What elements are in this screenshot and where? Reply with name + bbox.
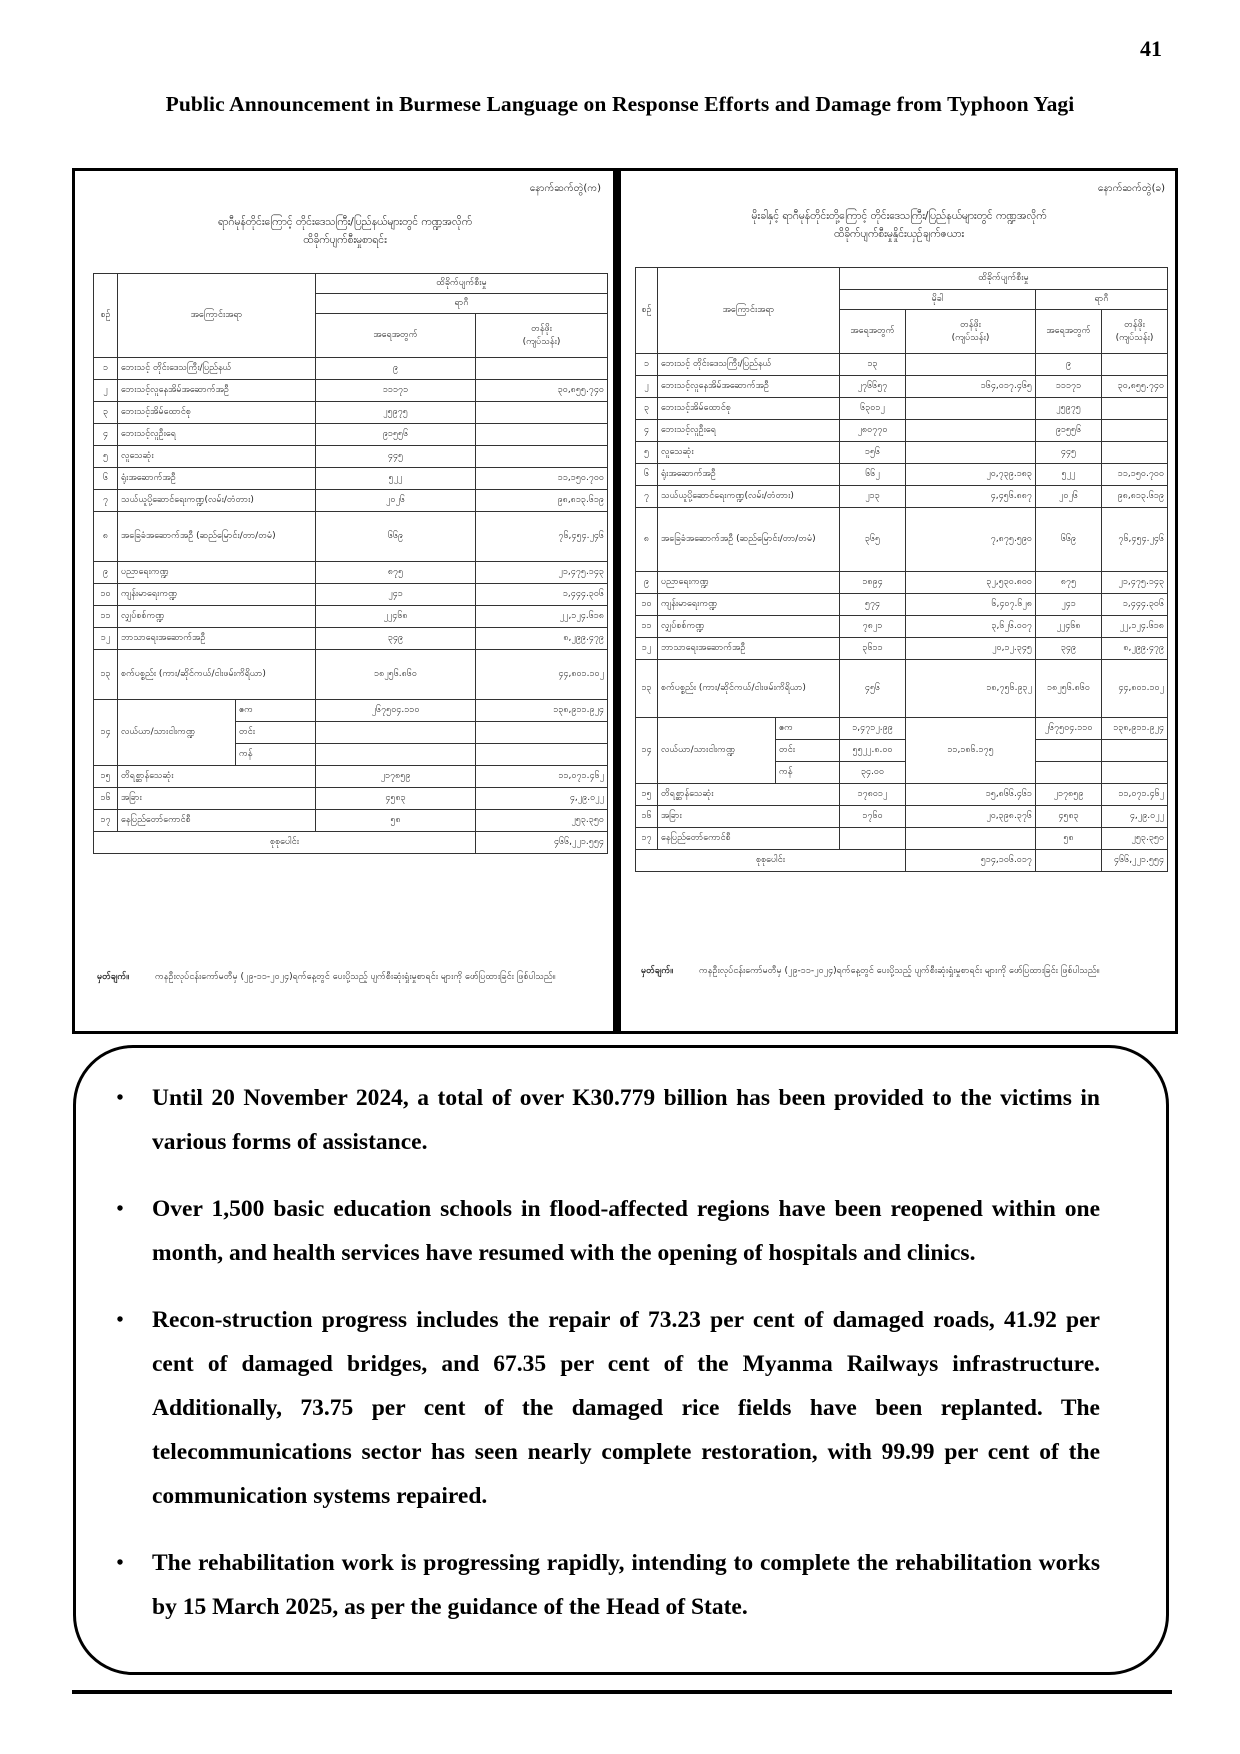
bullet-text: Recon-struction progress includes the repair of 73.23 per cent of damaged roads, 41.92 per cent of damaged bridges, and 67.35 per cent of the Myanma Railways infrastructure. Additionally, 73.75 per cent of the damaged rice fields have been replanted. The telecommunications sector has seen nearly complete restoration, with 99.99 per cent of the communication systems repaired. <box>152 1307 1100 1509</box>
bullet-icon: • <box>116 1309 124 1331</box>
cell-count: ၉ <box>316 358 476 380</box>
cell-yagi-count: ၄၅၈၃ <box>1036 806 1102 828</box>
table-row <box>94 650 608 700</box>
cell-yagi-count: ၂၀၂၆ <box>1036 486 1102 508</box>
cell-item: ကျန်းမာရေးကဏ္ဍ <box>658 594 840 616</box>
total-yagi-count <box>1036 850 1102 872</box>
cell-sr: ၉ <box>94 562 118 584</box>
bullet-icon: • <box>116 1198 124 1220</box>
cell-sr: ၁၅ <box>94 766 118 788</box>
cell-item: လယ်ယာ/သားငါးကဏ္ဍ <box>118 700 236 766</box>
cell-mocha-value: ၆,၄၀၇.၆၂၈ <box>906 594 1036 616</box>
cell-yagi-count: ၁၁၁၇၁ <box>1036 376 1102 398</box>
bullet-text: Over 1,500 basic education schools in flood-affected regions have been reopened within one month, and health services have resumed with the opening of hospitals and clinics. <box>152 1196 1100 1266</box>
header-value-label: တန်ဖိုး <box>531 323 552 334</box>
cell-value: ၃၀,၈၅၅.၇၄၀ <box>476 380 608 402</box>
cell-value <box>476 358 608 380</box>
page-number: 41 <box>1140 36 1162 61</box>
cell-mocha-count: ၁၃ <box>840 354 906 376</box>
cell-yagi-value: ၂၅၃.၃၅၀ <box>1102 828 1168 850</box>
cell-item: ဘေးသင့်အိမ်ထောင်စု <box>118 402 316 424</box>
cell-sr: ၅ <box>94 446 118 468</box>
header-value <box>476 314 608 358</box>
cell-sr: ၇ <box>94 490 118 512</box>
cell-value <box>476 722 608 744</box>
cell-count: ၂၁၇၈၅၉ <box>316 766 476 788</box>
cell-sr: ၁၁ <box>94 606 118 628</box>
footnote-label: မှတ်ချက်။ <box>97 972 129 982</box>
annex-scan-frame <box>72 168 1178 1034</box>
cell-yagi-value <box>1102 420 1168 442</box>
table-row <box>636 442 1168 464</box>
cell-sr: ၁၂ <box>94 628 118 650</box>
table-row <box>94 490 608 512</box>
cell-yagi-count: ၄၄၅ <box>1036 442 1102 464</box>
total-mocha-value: ၅၁၄,၁၀၆.၀၁၇ <box>906 850 1036 872</box>
cell-value: ၁၁,၀၇၁.၄၆၂ <box>476 766 608 788</box>
table-row <box>636 718 1168 740</box>
cell-yagi-value: ၄၄,၈၀၁.၁၀၂ <box>1102 660 1168 718</box>
cell-mocha-value <box>906 828 1036 850</box>
table-row <box>94 562 608 584</box>
header-damage: ထိခိုက်ပျက်စီးမှု <box>840 268 1168 290</box>
cell-item: ဘေးသင့်လူဦးရေ <box>658 420 840 442</box>
cell-count: ၅၂၂ <box>316 468 476 490</box>
cell-mocha-value: ၂၀,၁၂.၃၄၅ <box>906 638 1036 660</box>
cell-yagi-count: ၉၁၅၅၆ <box>1036 420 1102 442</box>
cell-yagi-count: ၈၇၅ <box>1036 572 1102 594</box>
cell-mocha-value: ၇,၈၇၅.၅၉၀ <box>906 508 1036 572</box>
table-row <box>636 420 1168 442</box>
cell-sr: ၄ <box>636 420 658 442</box>
cell-item: ဘေးသင့် တိုင်းဒေသကြီး/ပြည်နယ် <box>118 358 316 380</box>
cell-sr: ၁၁ <box>636 616 658 638</box>
cell-unit: တင်း <box>236 722 316 744</box>
cell-yagi-count: ၂၂၄၆၈ <box>1036 616 1102 638</box>
cell-count: ၄၄၅ <box>316 446 476 468</box>
table-row <box>94 700 608 722</box>
cell-sr: ၁ <box>636 354 658 376</box>
cell-sr: ၁၇ <box>636 828 658 850</box>
cell-sr: ၂ <box>636 376 658 398</box>
table-row <box>94 424 608 446</box>
footnote-text: ကနဦးလုပ်ငန်းကော်မတီမှ (၂၉-၁၁-၂၀၂၄)ရက်နေ့တွင် ပေးပို့သည့် ပျက်စီးဆုံးရှုံးမှုစာရင်း များကို ဖော်ပြထားခြင်း ဖြစ်ပါသည်။ <box>155 972 556 982</box>
cell-count: ၂၆၇၅၀၄.၁၁၀ <box>316 700 476 722</box>
annex-divider <box>613 171 621 1031</box>
cell-value: ၂၅၃.၃၅၀ <box>476 810 608 832</box>
table-row <box>94 380 608 402</box>
cell-yagi-value: ၈,၂၉၉.၄၇၉ <box>1102 638 1168 660</box>
header-sr: စဉ် <box>94 274 118 358</box>
cell-item: တိရစ္ဆာန်သေဆုံး <box>118 766 316 788</box>
bullet-text: The rehabilitation work is progressing rapidly, intending to complete the rehabilitation works by 15 March 2025, as per the guidance of the Head of State. <box>152 1550 1100 1620</box>
cell-mocha-count: ၃၄.၀၀ <box>840 762 906 784</box>
total-label: စုစုပေါင်း <box>94 832 476 854</box>
cell-yagi-count: ၁၈၂၅၆.၈၆၀ <box>1036 660 1102 718</box>
cell-item: ကျန်းမာရေးကဏ္ဍ <box>118 584 316 606</box>
cell-count: ၆၆၉ <box>316 512 476 562</box>
cell-value: ၁၁,၁၅၀.၇၀၀ <box>476 468 608 490</box>
cell-yagi-count: ၉ <box>1036 354 1102 376</box>
cell-value: ၂၂,၁၂၄.၆၁၈ <box>476 606 608 628</box>
cell-item: နေပြည်တော်ကောင်စီ <box>118 810 316 832</box>
cell-mocha-value: ၂၀,၇၃၉.၁၈၃ <box>906 464 1036 486</box>
cell-sr: ၁၃ <box>636 660 658 718</box>
header-item: အကြောင်းအရာ <box>118 274 316 358</box>
cell-value: ၁၃၈,၉၁၁.၉၂၄ <box>476 700 608 722</box>
cell-sr: ၆ <box>94 468 118 490</box>
cell-item: လယ်ယာ/သားငါးကဏ္ဍ <box>658 718 776 784</box>
table-row <box>94 402 608 424</box>
table-row <box>94 512 608 562</box>
cell-mocha-count: ၅၅၂၂.၈.၀၀ <box>840 740 906 762</box>
table-row <box>94 810 608 832</box>
header-value-unit: (ကျပ်သန်း) <box>951 332 990 343</box>
cell-yagi-value: ၁၁,၁၅၀.၇၀၀ <box>1102 464 1168 486</box>
cell-sr: ၁၂ <box>636 638 658 660</box>
cell-count: ၂၅၉၇၅ <box>316 402 476 424</box>
cell-value: ၁,၄၄၄.၃၀၆ <box>476 584 608 606</box>
annex-b-title-line-1: မိုးခါနှင့် ရာဂီမုန်တိုင်းတို့ကြောင့် တိုင်းဒေသကြီး/ပြည်နယ်များတွင် ကဏ္ဍအလိုက် <box>751 210 1047 222</box>
table-row <box>636 508 1168 572</box>
cell-yagi-value <box>1102 442 1168 464</box>
cell-yagi-count: ၂၆၇၅၀၄.၁၁၀ <box>1036 718 1102 740</box>
cell-yagi-count: ၅၈ <box>1036 828 1102 850</box>
cell-item: ဘာသာရေးအဆောက်အဦ <box>658 638 840 660</box>
header-value-unit: (ကျပ်သန်း) <box>1115 332 1154 343</box>
cell-yagi-count <box>1036 740 1102 762</box>
table-row <box>636 594 1168 616</box>
cell-value: ၄,၂၉.၀၂၂ <box>476 788 608 810</box>
cell-item: ရုံးအဆောက်အဦ <box>658 464 840 486</box>
cell-value <box>476 744 608 766</box>
cell-item: ဘေးသင့်အိမ်ထောင်စု <box>658 398 840 420</box>
cell-value <box>476 402 608 424</box>
cell-mocha-value <box>906 398 1036 420</box>
cell-mocha-value: ၄,၄၅၆.၈၈၇ <box>906 486 1036 508</box>
cell-sr: ၂ <box>94 380 118 402</box>
table-row <box>636 464 1168 486</box>
header-storm-mocha: မိုခါ <box>840 290 1036 310</box>
cell-item: လျှပ်စစ်ကဏ္ဍ <box>118 606 316 628</box>
footnote-label: မှတ်ချက်။ <box>641 966 673 976</box>
cell-mocha-count: ၁၅၆ <box>840 442 906 464</box>
bottom-rule <box>72 1690 1172 1694</box>
cell-sr: ၁၃ <box>94 650 118 700</box>
header-storm-yagi: ရာဂီ <box>1036 290 1168 310</box>
cell-item: ပညာရေးကဏ္ဍ <box>118 562 316 584</box>
table-row <box>94 446 608 468</box>
cell-count: ၁၁၁၇၁ <box>316 380 476 402</box>
cell-mocha-count: ၂၁၃ <box>840 486 906 508</box>
cell-yagi-value: ၉၈,၈၁၃.၆၁၉ <box>1102 486 1168 508</box>
table-row <box>636 616 1168 638</box>
cell-mocha-value: ၁၈,၇၅၆.၉၃၂ <box>906 660 1036 718</box>
header-count: အရေအတွက် <box>316 314 476 358</box>
cell-item: ဘာသာရေးအဆောက်အဦ <box>118 628 316 650</box>
cell-item: ဘေးသင့်လူဦးရေ <box>118 424 316 446</box>
cell-yagi-value: ၃၀,၈၅၅.၇၄၀ <box>1102 376 1168 398</box>
cell-item: နေပြည်တော်ကောင်စီ <box>658 828 840 850</box>
cell-value: ၉၈,၈၁၃.၆၁၉ <box>476 490 608 512</box>
cell-unit: ကန် <box>776 762 840 784</box>
annex-b-footnote <box>641 963 1165 979</box>
cell-sr: ၁၆ <box>94 788 118 810</box>
cell-yagi-value <box>1102 762 1168 784</box>
cell-value <box>476 424 608 446</box>
cell-item: လူသေဆုံး <box>118 446 316 468</box>
cell-unit: ကန် <box>236 744 316 766</box>
cell-mocha-value: ၁၅,၈၆၆.၄၆၁ <box>906 784 1036 806</box>
cell-item: ပညာရေးကဏ္ဍ <box>658 572 840 594</box>
cell-unit: တင်း <box>776 740 840 762</box>
total-row <box>94 832 608 854</box>
cell-mocha-value: ၃၂,၅၃၀.၈၀၀ <box>906 572 1036 594</box>
header-value-label: တန်ဖိုး <box>1124 319 1145 330</box>
cell-value: ၈,၂၉၉.၄၇၉ <box>476 628 608 650</box>
header-mocha-value <box>906 310 1036 354</box>
annex-b-body <box>636 354 1168 872</box>
cell-sr: ၁၇ <box>94 810 118 832</box>
cell-value: ၂၁,၄၇၅.၁၄၃ <box>476 562 608 584</box>
cell-item: အခြား <box>118 788 316 810</box>
cell-sr: ၈ <box>94 512 118 562</box>
cell-item: စက်ပစ္စည်း (ကား/ဆိုင်ကယ်/ငါးဖမ်းကိရိယာ) <box>658 660 840 718</box>
cell-yagi-count: ၃၄၉ <box>1036 638 1102 660</box>
table-row <box>94 628 608 650</box>
cell-unit: ဧက <box>776 718 840 740</box>
cell-mocha-value: ၁၆၄,၀၁၇.၄၆၅ <box>906 376 1036 398</box>
cell-item: ဘေးသင့်လူနေအိမ်အဆောက်အဦ <box>658 376 840 398</box>
header-mocha-count: အရေအတွက် <box>840 310 906 354</box>
cell-sr: ၁၄ <box>94 700 118 766</box>
list-item <box>110 1541 1100 1629</box>
bullet-icon: • <box>116 1552 124 1574</box>
total-label: စုစုပေါင်း <box>636 850 906 872</box>
annex-a-title-line-1: ရာဂီမုန်တိုင်းကြောင့် တိုင်းဒေသကြီး/ပြည်နယ်များတွင် ကဏ္ဍအလိုက် <box>218 216 472 228</box>
footnote-text: ကနဦးလုပ်ငန်းကော်မတီမှ (၂၉-၁၁-၂၀၂၄)ရက်နေ့တွင် ပေးပို့သည့် ပျက်စီးဆုံးရှုံးမှုစာရင်း များကို ဖော်ပြထားခြင်း ဖြစ်ပါသည်။ <box>699 966 1100 976</box>
table-row <box>636 486 1168 508</box>
cell-sr: ၃ <box>94 402 118 424</box>
table-row <box>636 638 1168 660</box>
header-value-unit: (ကျပ်သန်း) <box>522 336 561 347</box>
table-row <box>636 572 1168 594</box>
total-value: ၄၆၆,၂၂၁.၅၅၄ <box>476 832 608 854</box>
cell-item: လျှပ်စစ်ကဏ္ဍ <box>658 616 840 638</box>
cell-mocha-count: ၃၆၁၁ <box>840 638 906 660</box>
cell-count: ၂၂၄၆၈ <box>316 606 476 628</box>
cell-mocha-value: ၃,၆၂၆.၀၀၇ <box>906 616 1036 638</box>
annex-a-body <box>94 358 608 854</box>
cell-count: ၅၈ <box>316 810 476 832</box>
cell-count: ၂၄၁ <box>316 584 476 606</box>
header-yagi-value <box>1102 310 1168 354</box>
cell-sr: ၉ <box>636 572 658 594</box>
cell-value: ၇၆,၄၅၄.၂၄၆ <box>476 512 608 562</box>
cell-mocha-count: ၁၈၉၄ <box>840 572 906 594</box>
cell-count: ၄၅၈၃ <box>316 788 476 810</box>
summary-bullet-list <box>110 1076 1100 1652</box>
header-value-label: တန်ဖိုး <box>960 319 981 330</box>
cell-mocha-count: ၁,၄၇၁၂.၉၉ <box>840 718 906 740</box>
cell-yagi-value <box>1102 398 1168 420</box>
cell-count: ၃၄၉ <box>316 628 476 650</box>
cell-sr: ၆ <box>636 464 658 486</box>
cell-mocha-count: ၂၈၀၇၇၀ <box>840 420 906 442</box>
cell-mocha-value <box>906 420 1036 442</box>
cell-item: အခြေခံအဆောက်အဦ (ဆည်မြောင်း/တာ/တမံ) <box>658 508 840 572</box>
table-row <box>636 398 1168 420</box>
cell-sr: ၁၅ <box>636 784 658 806</box>
cell-count: ၉၁၅၅၆ <box>316 424 476 446</box>
cell-mocha-count: ၆၃၀၁၂ <box>840 398 906 420</box>
page-title: Public Announcement in Burmese Language on Response Efforts and Damage from Typhoon Yagi <box>165 92 1075 116</box>
header-storm-yagi: ရာဂီ <box>316 294 608 314</box>
cell-yagi-value: ၁,၄၄၄.၃၀၆ <box>1102 594 1168 616</box>
cell-count <box>316 722 476 744</box>
cell-yagi-count: ၂၁၇၈၅၉ <box>1036 784 1102 806</box>
cell-sr: ၈ <box>636 508 658 572</box>
bullet-icon: • <box>116 1087 124 1109</box>
annex-b-label: နောက်ဆက်တွဲ(ခ) <box>1097 183 1165 194</box>
cell-mocha-count: ၆၆၂ <box>840 464 906 486</box>
table-row <box>636 806 1168 828</box>
cell-mocha-count: ၇၈၂၁ <box>840 616 906 638</box>
cell-mocha-value <box>906 354 1036 376</box>
cell-sr: ၃ <box>636 398 658 420</box>
cell-item: အခြား <box>658 806 840 828</box>
summary-box <box>73 1045 1169 1675</box>
cell-item: တိရစ္ဆာန်သေဆုံး <box>658 784 840 806</box>
table-row <box>636 660 1168 718</box>
cell-count: ၁၈၂၅၆.၈၆၀ <box>316 650 476 700</box>
cell-yagi-count: ၅၂၂ <box>1036 464 1102 486</box>
cell-mocha-value: ၁၁,၁၈၆.၁၇၅ <box>906 718 1036 784</box>
table-row <box>636 354 1168 376</box>
cell-sr: ၁၀ <box>636 594 658 616</box>
cell-item: ရုံးအဆောက်အဦ <box>118 468 316 490</box>
cell-mocha-count: ၁၇၆၀ <box>840 806 906 828</box>
cell-item: အခြေခံအဆောက်အဦ (ဆည်မြောင်း/တာ/တမံ) <box>118 512 316 562</box>
table-row <box>636 376 1168 398</box>
annex-a-footnote <box>97 969 601 985</box>
cell-item: သယ်ယူပို့ဆောင်ရေးကဏ္ဍ(လမ်း/တံတား) <box>118 490 316 512</box>
list-item <box>110 1187 1100 1275</box>
cell-sr: ၁၀ <box>94 584 118 606</box>
bullet-text: Until 20 November 2024, a total of over K30.779 billion has been provided to the victims in various forms of assistance. <box>152 1085 1100 1155</box>
cell-item: ဘေးသင့်လူနေအိမ်အဆောက်အဦ <box>118 380 316 402</box>
cell-yagi-value: ၄,၂၉.၀၂၂ <box>1102 806 1168 828</box>
cell-count: ၂၀၂၆ <box>316 490 476 512</box>
table-row <box>94 468 608 490</box>
annex-a-table <box>93 273 608 854</box>
cell-item: စက်ပစ္စည်း (ကား/ဆိုင်ကယ်/ငါးဖမ်းကိရိယာ) <box>118 650 316 700</box>
total-yagi-value: ၄၆၆,၂၂၁.၅၅၄ <box>1102 850 1168 872</box>
annex-a-label: နောက်ဆက်တွဲ(က) <box>529 183 601 194</box>
cell-item: လူသေဆုံး <box>658 442 840 464</box>
cell-mocha-value: ၂၀,၃၉၈.၃၇၆ <box>906 806 1036 828</box>
table-row <box>94 766 608 788</box>
cell-mocha-count: ၁၇၈၀၁၂ <box>840 784 906 806</box>
cell-yagi-value: ၁၁,၀၇၁.၄၆၂ <box>1102 784 1168 806</box>
cell-yagi-value: ၁၃၈,၉၁၁.၉၂၄ <box>1102 718 1168 740</box>
cell-yagi-value <box>1102 354 1168 376</box>
cell-yagi-value: ၇၆,၄၅၄.၂၄၆ <box>1102 508 1168 572</box>
cell-mocha-count: ၂၇၆၆၅၇ <box>840 376 906 398</box>
cell-yagi-count: ၂၄၁ <box>1036 594 1102 616</box>
table-row <box>94 788 608 810</box>
total-row <box>636 850 1168 872</box>
table-row <box>94 584 608 606</box>
header-damage: ထိခိုက်ပျက်စီးမှု <box>316 274 608 294</box>
cell-sr: ၁၄ <box>636 718 658 784</box>
cell-sr: ၁ <box>94 358 118 380</box>
table-row <box>94 606 608 628</box>
list-item <box>110 1298 1100 1518</box>
cell-mocha-count <box>840 828 906 850</box>
cell-mocha-count: ၄၅၆ <box>840 660 906 718</box>
list-item <box>110 1076 1100 1164</box>
cell-yagi-value: ၂၁,၄၇၅.၁၄၃ <box>1102 572 1168 594</box>
cell-sr: ၁၆ <box>636 806 658 828</box>
header-sr: စဉ် <box>636 268 658 354</box>
cell-mocha-count: ၃၆၅ <box>840 508 906 572</box>
cell-unit: ဧက <box>236 700 316 722</box>
annex-b-title-line-2: ထိခိုက်ပျက်စီးမှုနှိုင်းယှဉ်ချက်ဇယား <box>833 228 965 240</box>
cell-mocha-count: ၅၇၄ <box>840 594 906 616</box>
table-row <box>636 828 1168 850</box>
table-row <box>94 358 608 380</box>
header-yagi-count: အရေအတွက် <box>1036 310 1102 354</box>
cell-sr: ၅ <box>636 442 658 464</box>
cell-yagi-value <box>1102 740 1168 762</box>
cell-item: ဘေးသင့် တိုင်းဒေသကြီး/ပြည်နယ် <box>658 354 840 376</box>
cell-item: သယ်ယူပို့ဆောင်ရေးကဏ္ဍ(လမ်း/တံတား) <box>658 486 840 508</box>
cell-yagi-count <box>1036 762 1102 784</box>
cell-mocha-value <box>906 442 1036 464</box>
annex-b-table <box>635 267 1168 872</box>
cell-yagi-value: ၂၂,၁၂၄.၆၁၈ <box>1102 616 1168 638</box>
cell-sr: ၇ <box>636 486 658 508</box>
cell-count: ၈၇၅ <box>316 562 476 584</box>
cell-yagi-count: ၂၅၉၇၅ <box>1036 398 1102 420</box>
cell-value: ၄၄,၈၀၁.၁၀၂ <box>476 650 608 700</box>
annex-a-title-line-2: ထိခိုက်ပျက်စီးမှုစာရင်း <box>303 234 387 246</box>
header-item: အကြောင်းအရာ <box>658 268 840 354</box>
table-row <box>636 784 1168 806</box>
cell-value <box>476 446 608 468</box>
cell-yagi-count: ၆၆၉ <box>1036 508 1102 572</box>
cell-sr: ၄ <box>94 424 118 446</box>
cell-count <box>316 744 476 766</box>
